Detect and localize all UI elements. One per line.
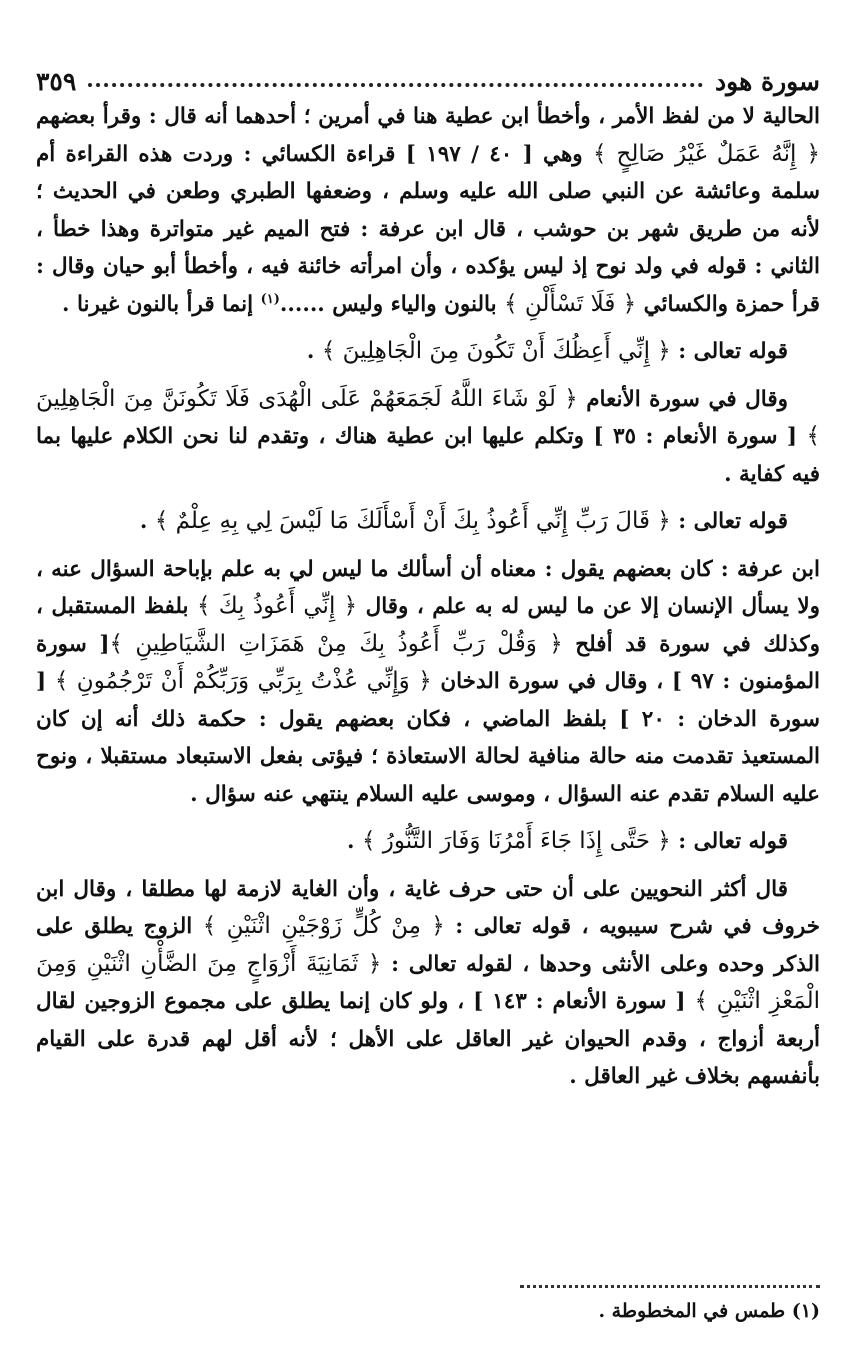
verse-heading: قوله تعالى : ﴿ قَالَ رَبِّ إِنِّي أَعُوذُ بِكَ أَنْ أَسْأَلَكَ مَا لَيْسَ لِي بِهِ عِلْمٌ ﴾ . xyxy=(139,508,788,534)
header-dotted-leader xyxy=(88,83,703,87)
paragraph: الحالية لا من لفظ الأمر ، وأخطأ ابن عطية هنا في أمرين ؛ أحدهما أنه قال : وقرأ بعضهم ﴿ إِنَّهُ عَمَلٌ غَيْرُ صَالِحٍ ﴾ وهي [ ٤٠ / ١٩٧ ] قراءة الكسائي : وردت هذه القراءة أم سلمة وعائشة عن النبي صلى الله عليه وسلم ، وضعفها الطبري وطعن في الحديث ؛ لأنه من طريق شهر بن حوشب ، قال ابن عرفة : فتح الميم غير متواترة وهذا خطأ ، الثاني : قوله في ولد نوح إذ ليس يؤكده ، وأن امرأته خائنة فيه ، وأخطأ أبو حيان وقال : قرأ حمزة والكسائي ﴿ فَلَا تَسْأَلْنِ ﴾ بالنون والياء وليس ......$^{(١)}$ إنما قرأ بالنون غيرنا . xyxy=(36,104,820,317)
footnote: (١) طمس في المخطوطة . xyxy=(598,1300,820,1322)
quran-verse: ﴿ حَتَّى إِذَا جَاءَ أَمْرُنَا وَفَارَ التَّنُّورُ ﴾ xyxy=(361,828,671,854)
verse-heading: قوله تعالى : ﴿ حَتَّى إِذَا جَاءَ أَمْرُنَا وَفَارَ التَّنُّورُ ﴾ . xyxy=(346,828,788,854)
quran-verse: ﴿ وَقُلْ رَبِّ أَعُوذُ بِكَ مِنْ هَمَزَاتِ الشَّيَاطِينِ ﴾ xyxy=(109,630,563,657)
quran-verse: ﴿ فَلَا تَسْأَلْنِ ﴾ xyxy=(504,290,637,317)
page-number: ٣٥٩ xyxy=(36,67,77,96)
quran-verse: ﴿ وَإِنِّي عُذْتُ بِرَبِّي وَرَبِّكُمْ أَنْ تَرْجُمُونِ ﴾ xyxy=(54,668,432,694)
quran-verse: ﴿ قَالَ رَبِّ إِنِّي أَعُوذُ بِكَ أَنْ أَسْأَلَكَ مَا لَيْسَ لِي بِهِ عِلْمٌ ﴾ xyxy=(154,508,671,534)
running-header xyxy=(36,60,820,96)
quran-verse: ﴿ إِنَّهُ عَمَلٌ غَيْرُ صَالِحٍ ﴾ xyxy=(592,140,820,167)
quran-verse: ﴿ إِنِّي أَعِظُكَ أَنْ تَكُونَ مِنَ الْجَاهِلِينَ ﴾ xyxy=(321,338,671,364)
verse-heading: قوله تعالى : ﴿ إِنِّي أَعِظُكَ أَنْ تَكُونَ مِنَ الْجَاهِلِينَ ﴾ . xyxy=(306,338,788,364)
quran-verse: ﴿ إِنِّي أَعُوذُ بِكَ ﴾ xyxy=(197,593,358,619)
paragraph: وقال في سورة الأنعام ﴿ لَوْ شَاءَ اللَّهُ لَجَمَعَهُمْ عَلَى الْهُدَى فَلَا تَكُونَنَّ مِنَ الْجَاهِلِينَ ﴾ [ سورة الأنعام : ٣٥ ] وتكلم عليها ابن عطية هناك ، وتقدم لنا نحن الكلام عليها بما فيه كفاية . xyxy=(36,385,820,487)
paragraph: ابن عرفة : كان بعضهم يقول : معناه أن أسألك ما ليس لي به علم بإباحة السؤال عنه ، ولا يسأل الإنسان إلا عن ما ليس له به علم ، وقال ﴿ إِنِّي أَعُوذُ بِكَ ﴾ بلفظ المستقبل ، وكذلك في سورة قد أفلح ﴿ وَقُلْ رَبِّ أَعُوذُ بِكَ مِنْ هَمَزَاتِ الشَّيَاطِينِ ﴾[ سورة المؤمنون : ٩٧ ] ، وقال في سورة الدخان ﴿ وَإِنِّي عُذْتُ بِرَبِّي وَرَبِّكُمْ أَنْ تَرْجُمُونِ ﴾ [ سورة الدخان : ٢٠ ] بلفظ الماضي ، فكان بعضهم يقول : حكمة ذلك أنه إن كان المستعيذ تقدمت منه حالة منافية لحالة الاستعاذة ؛ فيؤتى بفعل الاستبعاد مستقبلا ، ونوح عليه السلام تقدم عنه السؤال ، وموسى عليه السلام ينتهي عنه سؤال . xyxy=(36,556,820,807)
main-text xyxy=(36,98,820,1102)
paragraph: قال أكثر النحويين على أن حتى حرف غاية ، وأن الغاية لازمة لها مطلقا ، وقال ابن خروف في شرح سيبويه ، قوله تعالى : ﴿ مِنْ كُلٍّ زَوْجَيْنِ اثْنَيْنِ ﴾ الزوج يطلق على الذكر وحده وعلى الأنثى وحدها ، لقوله تعالى : ﴿ ثَمَانِيَةَ أَزْوَاجٍ مِنَ الضَّأْنِ اثْنَيْنِ وَمِنَ الْمَعْزِ اثْنَيْنِ ﴾ [ سورة الأنعام : ١٤٣ ] ، ولو كان إنما يطلق على مجموع الزوجين لقال أربعة أزواج ، وقدم الحيوان غير العاقل على الأهل ؛ لأنه أقل لهم قدرة على القيام بأنفسهم بخلاف غير العاقل . xyxy=(36,876,821,1089)
quran-verse: ﴿ ثَمَانِيَةَ أَزْوَاجٍ مِنَ الضَّأْنِ اثْنَيْنِ وَمِنَ الْمَعْزِ اثْنَيْنِ ﴾ xyxy=(36,950,820,1014)
surah-title: سورة هود xyxy=(715,67,820,96)
quran-verse: ﴿ لَوْ شَاءَ اللَّهُ لَجَمَعَهُمْ عَلَى الْهُدَى فَلَا تَكُونَنَّ مِنَ الْجَاهِلِينَ ﴾ xyxy=(36,385,820,449)
quran-verse: ﴿ مِنْ كُلٍّ زَوْجَيْنِ اثْنَيْنِ ﴾ xyxy=(202,913,445,939)
footnote-separator xyxy=(520,1285,820,1288)
footnote-reference: (١) xyxy=(260,291,280,307)
